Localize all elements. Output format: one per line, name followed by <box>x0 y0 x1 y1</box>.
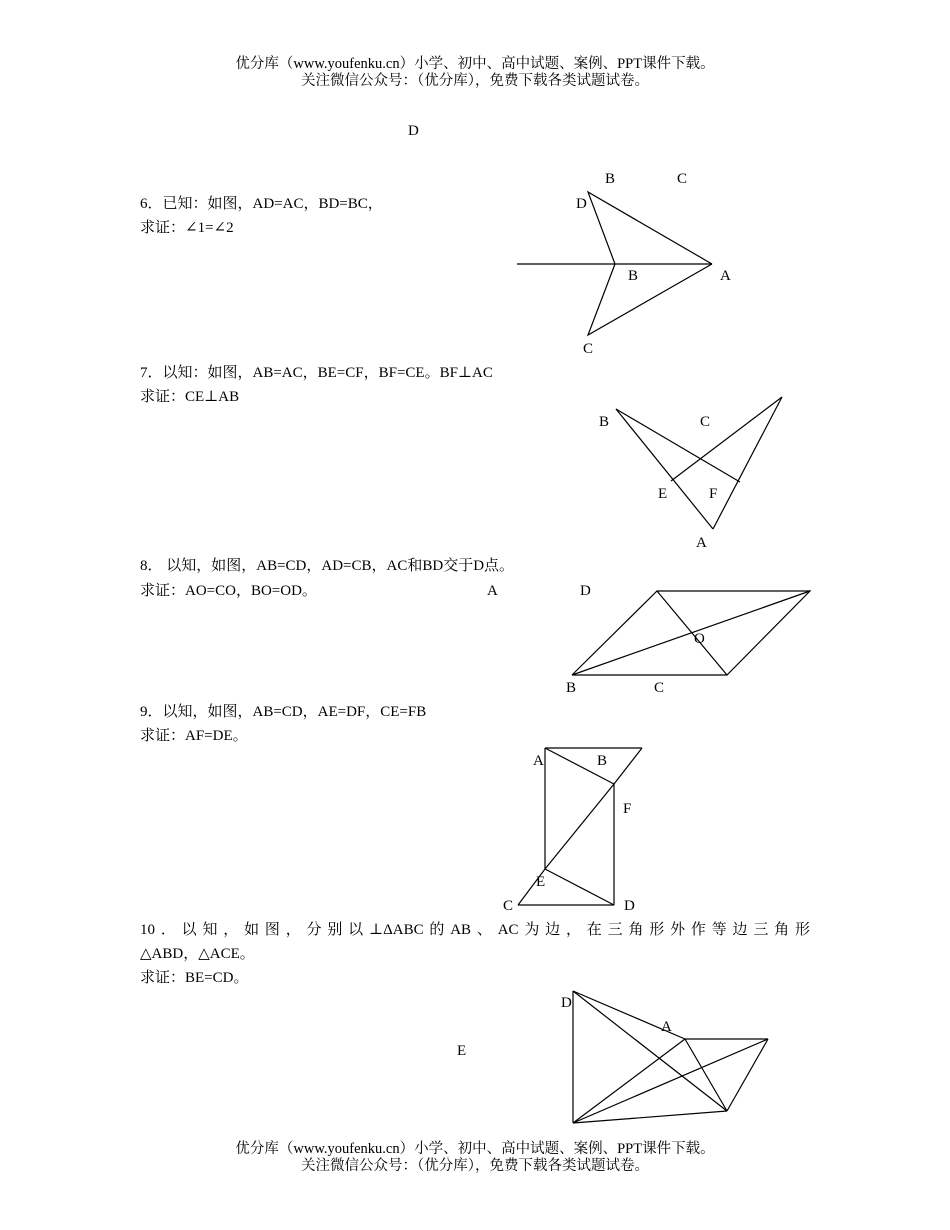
problem-10-prove: 求证：BE=CD。 <box>140 970 249 986</box>
label-top-d: D <box>408 123 419 139</box>
fig10-label-a: A <box>661 1019 672 1035</box>
fig6-label-c-bottom: C <box>583 341 594 357</box>
fig9-label-c: C <box>503 898 514 914</box>
fig10-label-d: D <box>561 995 572 1011</box>
fig8-label-d: D <box>580 583 591 599</box>
fig8-diagonal-ac <box>572 591 810 675</box>
fig7-line-c-e <box>671 397 782 481</box>
problem-7-prove: 求证：CE⊥AB <box>140 389 240 405</box>
fig7-label-c: C <box>700 414 711 430</box>
fig6-label-d: D <box>576 196 587 212</box>
fig6-upper-quad <box>588 192 712 264</box>
fig6-label-a: A <box>720 268 731 284</box>
fig7-line-a-c <box>713 397 782 529</box>
fig9-label-e: E <box>536 874 546 890</box>
fig8-label-b: B <box>566 680 577 696</box>
fig6-label-b-mid: B <box>628 268 639 284</box>
problem-6-prove: 求证：∠1=∠2 <box>140 220 234 236</box>
problem-8-prove: 求证：AO=CO，BO=OD。 <box>140 583 317 599</box>
figure-problem-10 <box>573 991 768 1123</box>
fig9-label-b: B <box>597 753 608 769</box>
header-line-2: 关注微信公众号：（优分库），免费下载各类试题试卷。 <box>301 73 649 89</box>
problem-7-given: 7．以知：如图，AB=AC，BE=CF，BF=CE。BF⊥AC <box>140 365 493 381</box>
fig7-label-a: A <box>696 535 707 551</box>
fig7-label-f: F <box>709 486 718 502</box>
figure-problem-6 <box>517 192 712 335</box>
fig7-line-b-a <box>616 409 713 529</box>
figure-problem-7 <box>616 397 782 529</box>
fig10-e-c <box>727 1039 768 1111</box>
footer-line-1: 优分库（www.youfenku.cn）小学、初中、高中试题、案例、PPT课件下载。 <box>235 1141 715 1157</box>
problem-8-given: 8． 以知，如图，AB=CD，AD=CB，AC和BD交于D点。 <box>140 558 515 574</box>
fig9-diagonal-e-f <box>545 784 614 869</box>
problem-10-given-line-2: △ABD，△ACE。 <box>140 946 255 962</box>
fig8-label-o: O <box>694 631 705 647</box>
figure-problem-8 <box>572 591 810 675</box>
fig7-label-b: B <box>599 414 610 430</box>
problem-6-given: 6．已知：如图，AD=AC，BD=BC， <box>140 196 383 212</box>
header-line-1: 优分库（www.youfenku.cn）小学、初中、高中试题、案例、PPT课件下载。 <box>235 56 715 72</box>
fig10-label-e: E <box>457 1043 467 1059</box>
fig9-slant-top <box>614 748 642 784</box>
fig6-lower-quad <box>588 264 712 335</box>
problem-9-prove: 求证：AF=DE。 <box>140 728 248 744</box>
fig7-label-e: E <box>658 486 668 502</box>
fig7-line-b-f <box>616 409 740 482</box>
fig6-label-b-top: B <box>605 171 616 187</box>
fig8-label-a: A <box>487 583 498 599</box>
fig8-label-c: C <box>654 680 665 696</box>
fig10-b-e <box>573 1039 768 1123</box>
fig9-label-f: F <box>623 801 632 817</box>
footer-line-2: 关注微信公众号：（优分库），免费下载各类试题试卷。 <box>301 1158 649 1174</box>
fig9-label-a: A <box>533 753 544 769</box>
fig10-b-a <box>573 1039 685 1123</box>
fig10-d-c <box>573 991 727 1111</box>
fig6-label-c-top: C <box>677 171 688 187</box>
fig9-line-e-d <box>545 869 614 905</box>
fig10-a-c <box>685 1039 727 1111</box>
fig9-label-d: D <box>624 898 635 914</box>
problem-9-given: 9．以知，如图，AB=CD，AE=DF，CE=FB <box>140 704 427 720</box>
fig8-diagonal-bd <box>657 591 727 675</box>
problem-10-given-line-1: 10．以知，如图，分别以⊥ΔABC的AB、AC为边，在三角形外作等边三角形 <box>140 922 810 938</box>
